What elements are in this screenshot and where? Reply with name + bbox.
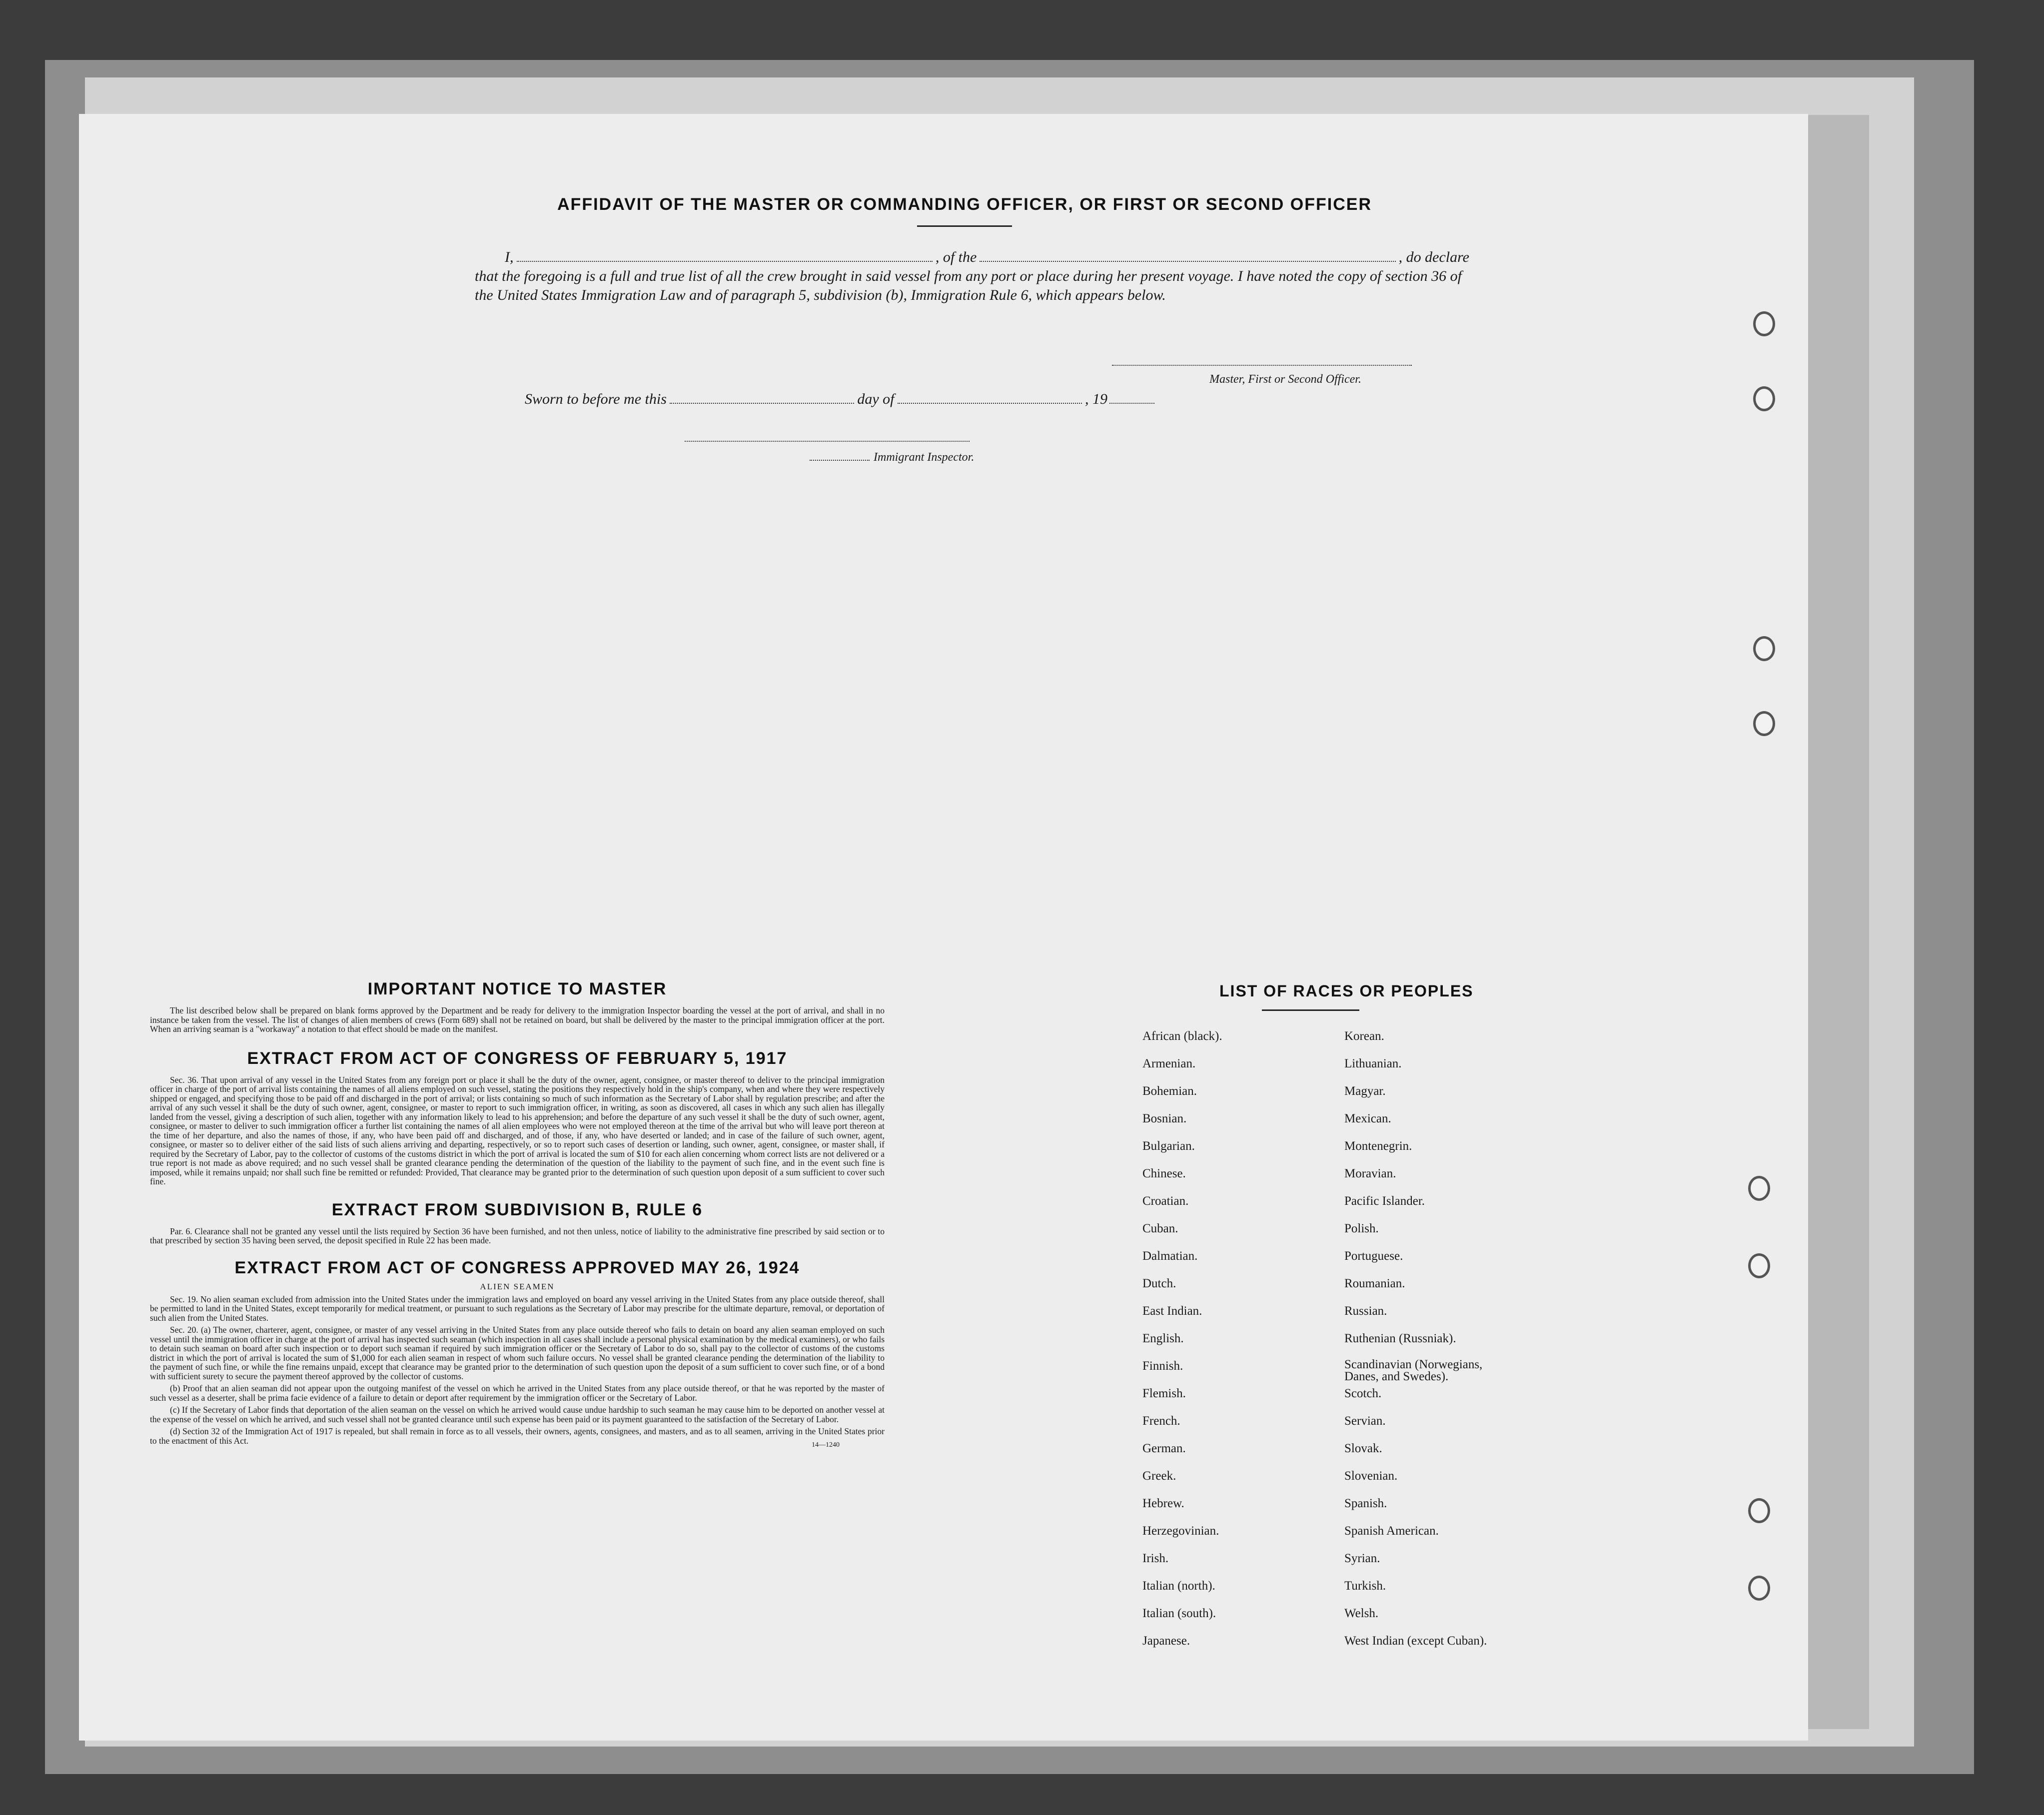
day-blank: [670, 393, 854, 404]
sec-19-text: Sec. 19. No alien seaman excluded from admission into the United States under the immigration laws and employed on board any vessel arriving in the United States from any place outside thereof, shall be permitted to land in the United States, except temporarily for medical treatment, or pursuant to such regulations as the Secretary of Labor may prescribe for the ultimate departure, removal, or deportation of such alien from the United States.: [150, 1294, 885, 1323]
race-item: West Indian (except Cuban).: [1344, 1634, 1487, 1648]
declarant-row: [475, 248, 1469, 267]
extract-1917-text: Sec. 36. That upon arrival of any vessel in the United States from any foreign port or place it shall be the duty of the owner, agent, consignee, or master thereof to deliver to the principal immigration officer in charge of the port of arrival lists containing the names of all aliens employed on such vessel, stating the positions they respectively hold in the ship's company, when and where they were respectively shipped or engaged, and specifying those to be paid off and discharged in the port of arrival; or lists containing so much of such information as the Secretary of Labor shall by regulation prescribe; and after the arrival of any such vessel it shall be the duty of such owner, agent, consignee, or master to report to such immigration officer, in writing, as soon as discovered, all cases in which any such alien has illegally landed from the vessel, giving a description of such alien, together with any information likely to lead to his apprehension; and before the departure of any such vessel it shall be the duty of such owner, agent, consignee, or master to deliver to such immigration officer a further list containing the names of all alien employees who were not employed thereon at the time of the arrival but who will leave port thereon at the time of her departure, and also the names of those, if any, who have been paid off and discharged, and of those, if any, who have deserted or landed; and in case of the failure of such owner, agent, consignee, or master so to deliver either of the said lists of such aliens arriving and departing, respectively, or so to report such cases of desertion or landing, such owner, agent, consignee, or master shall, if required by the Secretary of Labor, pay to the collector of customs of the customs district in which the port of arrival is located the sum of $10 for each alien concerning whom correct lists are not delivered or a true report is not made as above required; and no such vessel shall be granted clearance pending the determination of the question of the liability to the payment of such fine, and in the event such fine is imposed, while it remains unpaid; nor shall such fine be remitted or refunded: Provided, That clearance may be granted prior to the determination of such question upon deposit of a sum sufficient to cover such fine.: [150, 1074, 885, 1186]
sec-20b-text: (b) Proof that an alien seaman did not appear upon the outgoing manifest of the vessel on which he arrived in the United States from any place outside thereof, or that he was reported by the master of such vessel as a deserter, shall be prima facie evidence of a failure to detain or deport after requirement by the immigration officer or the Secretary of Labor.: [150, 1383, 885, 1403]
race-item: Portuguese.: [1344, 1249, 1403, 1263]
race-item: Croatian.: [1142, 1194, 1189, 1208]
punch-hole-icon: [1748, 1576, 1770, 1601]
races-column-1: [1142, 1029, 1222, 1661]
race-item: Greek.: [1142, 1469, 1176, 1483]
race-item: Armenian.: [1142, 1057, 1196, 1070]
notices-section: [150, 979, 885, 1449]
race-item: East Indian.: [1142, 1304, 1202, 1318]
race-item: Lithuanian.: [1344, 1057, 1402, 1070]
notice-text: The list described below shall be prepared on blank forms approved by the Department and be ready for delivery to the immigration Inspector boarding the vessel at the port of arrival, and shall in no instance be taken from the vessel. The list of changes of alien members of crews (Form 689) shall not be retained on board, but shall be delivered by the master to the principal immigration officer at the port. When an arriving seaman is a "workaway" a notation to that effect should be made on the manifest.: [150, 1005, 885, 1034]
race-item: Flemish.: [1142, 1387, 1186, 1400]
race-item: Moravian.: [1344, 1167, 1396, 1180]
affidavit-title: AFFIDAVIT OF THE MASTER OR COMMANDING OFFICER, OR FIRST OR SECOND OFFICER: [557, 195, 1372, 214]
sworn-prefix: Sworn to before me this: [525, 391, 667, 407]
race-item: Pacific Islander.: [1344, 1194, 1425, 1208]
year-prefix: , 19: [1085, 391, 1107, 407]
race-item: Bosnian.: [1142, 1112, 1187, 1125]
race-item: Japanese.: [1142, 1634, 1190, 1648]
race-item: Spanish.: [1344, 1497, 1387, 1510]
affidavit-section: [460, 195, 1469, 305]
punch-hole-icon: [1748, 1176, 1770, 1201]
punch-hole-icon: [1748, 1498, 1770, 1523]
inspector-caption: Immigrant Inspector.: [874, 451, 975, 464]
races-section: [1139, 982, 1589, 1654]
sec-20c-text: (c) If the Secretary of Labor finds that deportation of the alien seaman on the vessel on which he arrived would cause undue hardship to such seaman he may cause him to be deported on another vessel at the expense of the vessel on which he arrived, and such vessel shall not be granted clearance until such expense has been paid or its payment guaranteed to the satisfaction of the Secretary of Labor.: [150, 1405, 885, 1424]
race-item: Spanish American.: [1344, 1524, 1439, 1538]
race-item: Herzegovinian.: [1142, 1524, 1219, 1538]
race-item: Servian.: [1344, 1414, 1386, 1428]
race-item: Russian.: [1344, 1304, 1387, 1318]
race-item: Irish.: [1142, 1552, 1169, 1565]
race-item: Scotch.: [1344, 1387, 1382, 1400]
inspector-row: [810, 451, 974, 464]
race-item: Mexican.: [1344, 1112, 1391, 1125]
sec-20a-text: Sec. 20. (a) The owner, charterer, agent, consignee, or master of any vessel arriving in the United States from any place outside thereof who fails to detain on board any alien seaman employed on such vessel until the immigration officer in charge at the port of arrival has inspected such seaman (which inspection in all cases shall include a personal physical examination by the medical examiners), or who fails to detain such seaman on board after such inspection or to deport such seaman if required by such immigration officer or the Secretary of Labor to do so, shall pay to the collector of customs of the customs district in which the port of arrival is located the sum of $1,000 for each alien seaman in respect of whom such failure occurs. No vessel shall be granted clearance pending the determination of the liability to the payment of such fine, or while the fine remains unpaid, except that clearance may be granted prior to the determination of such question upon the deposit of a sum sufficient to cover such fine, or of a bond with sufficient surety to secure the payment thereof approved by the collector of customs.: [150, 1325, 885, 1381]
punch-hole-icon: [1753, 311, 1775, 336]
race-item: African (black).: [1142, 1029, 1222, 1043]
underlying-sheet-edge: [1804, 115, 1869, 1729]
vessel-blank: [980, 251, 1395, 262]
extract-rule6-text: Par. 6. Clearance shall not be granted any vessel until the lists required by Section 36 have been furnished, and not then unless, notice of liability to the administrative fine prescribed by said section or to that prescribed by section 35 having been served, the deposit specified in Rule 22 has been made.: [150, 1226, 885, 1245]
race-item: Bulgarian.: [1142, 1139, 1195, 1153]
race-item: Dalmatian.: [1142, 1249, 1198, 1263]
race-item: Slovak.: [1344, 1442, 1382, 1455]
races-title: LIST OF RACES OR PEOPLES: [1219, 982, 1474, 1000]
punch-hole-icon: [1748, 1253, 1770, 1278]
race-item: Italian (north).: [1142, 1579, 1215, 1593]
form-number: 14—1240: [812, 1441, 840, 1449]
punch-hole-icon: [1753, 636, 1775, 661]
race-item: Finnish.: [1142, 1359, 1183, 1373]
races-column-2: [1344, 1029, 1514, 1661]
race-item: Slovenian.: [1344, 1469, 1398, 1483]
inspector-signature-line: [685, 441, 970, 442]
race-item: Dutch.: [1142, 1277, 1176, 1290]
race-item: Magyar.: [1344, 1084, 1386, 1098]
extract-1924-title: EXTRACT FROM ACT OF CONGRESS APPROVED MAY 26, 1924: [234, 1258, 800, 1277]
race-item: Bohemian.: [1142, 1084, 1197, 1098]
race-item: Chinese.: [1142, 1167, 1186, 1180]
extract-rule6-title: EXTRACT FROM SUBDIVISION B, RULE 6: [331, 1200, 703, 1219]
signature-line: [1112, 365, 1412, 366]
signature-caption: Master, First or Second Officer.: [1209, 373, 1361, 386]
race-item: Syrian.: [1344, 1552, 1380, 1565]
race-item: French.: [1142, 1414, 1180, 1428]
races-title-rule: [1262, 1009, 1359, 1011]
races-list: [1139, 1029, 1589, 1654]
race-item: Italian (south).: [1142, 1607, 1216, 1620]
race-item: Montenegrin.: [1344, 1139, 1412, 1153]
of-the-label: , of the: [935, 249, 977, 265]
race-item: Hebrew.: [1142, 1497, 1184, 1510]
race-item: Scandinavian (Norwegians, Danes, and Swedes).: [1344, 1358, 1483, 1383]
punch-hole-icon: [1753, 711, 1775, 736]
name-blank: [517, 251, 933, 262]
affidavit-body: [460, 248, 1469, 305]
race-item: Welsh.: [1344, 1607, 1379, 1620]
sec-20d-text: (d) Section 32 of the Immigration Act of 1917 is repealed, but shall remain in force as to all vessels, their owners, agents, consignees, and masters, and as to all seamen, arriving in the United States prior to the enactment of this Act.: [150, 1426, 885, 1446]
year-blank: [1109, 403, 1154, 404]
race-item: German.: [1142, 1442, 1186, 1455]
race-item: Korean.: [1344, 1029, 1384, 1043]
race-item: Polish.: [1344, 1222, 1379, 1235]
title-rule: [917, 225, 1012, 227]
alien-seamen-subtitle: ALIEN SEAMEN: [480, 1281, 555, 1291]
i-label: I,: [505, 249, 514, 265]
race-item: Turkish.: [1344, 1579, 1386, 1593]
race-item: Ruthenian (Russniak).: [1344, 1332, 1456, 1345]
inspector-blank: [810, 460, 870, 461]
race-item: English.: [1142, 1332, 1184, 1345]
punch-hole-icon: [1753, 386, 1775, 411]
notice-title: IMPORTANT NOTICE TO MASTER: [367, 979, 667, 998]
do-declare-label: , do declare: [1398, 249, 1469, 265]
declaration-text: that the foregoing is a full and true list of all the crew brought in said vessel from any port or place during her present voyage. I have noted the copy of section 36 of the United States Immigration Law and of paragraph 5, subdivision (b), Immigration Rule 6, which appears below.: [475, 268, 1462, 303]
race-item: Roumanian.: [1344, 1277, 1405, 1290]
sworn-row: [525, 391, 1154, 408]
day-of-label: day of: [857, 391, 895, 407]
race-item: Cuban.: [1142, 1222, 1178, 1235]
month-blank: [898, 393, 1082, 404]
extract-1917-title: EXTRACT FROM ACT OF CONGRESS OF FEBRUARY 5, 1917: [247, 1048, 788, 1068]
